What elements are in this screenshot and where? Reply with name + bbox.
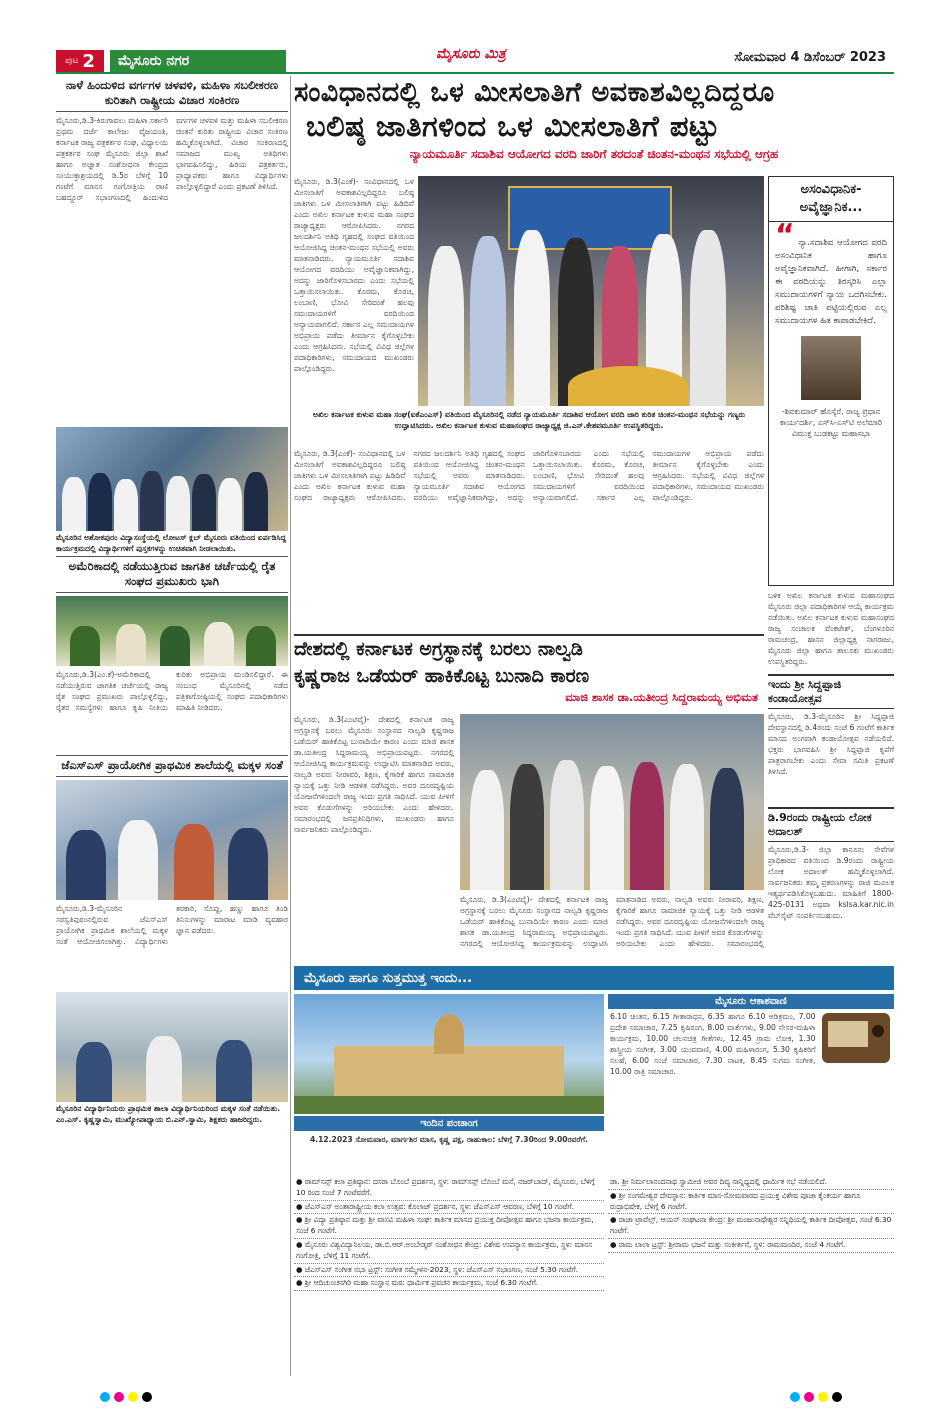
registration-mark — [128, 1392, 138, 1402]
second-photo — [460, 714, 764, 890]
registration-mark — [142, 1392, 152, 1402]
registration-mark — [114, 1392, 124, 1402]
story1-headline: ನಾಳೆ ಹಿಂದುಳಿದ ವರ್ಗಗಳ ಚಳವಳಿ, ಮಹಿಳಾ ಸಬಲೀಕರಣ ಕುರಿತಾಗಿ ರಾಷ್ಟ್ರೀಯ ವಿಚಾರ ಸಂಕಿರಣ — [56, 76, 288, 112]
page-number-badge — [56, 50, 104, 72]
list-item: ● ರಾಮ್‌ಸನ್ಸ್ ಕಲಾ ಪ್ರತಿಷ್ಠಾನ: ದಸರಾ ಬೊಂಬೆ ಪ್ರದರ್ಶನ, ಸ್ಥಳ: ರಾಮ್‌ಸನ್ಸ್ ಬೊಂಬೆ ಮನೆ, ನಜರ್‌ಬಾದ್, ಮೈಸೂರು, ಬೆಳಿಗ್ಗೆ 10 ರಿಂದ ಸಂಜೆ 7 ಗಂಟೆವರೆಗೆ. — [294, 1176, 604, 1201]
event-box2-body: ಮೈಸೂರು,ಡಿ.3- ಜಿಲ್ಲಾ ಕಾನೂನು ಸೇವೆಗಳ ಪ್ರಾಧಿಕಾರದ ವತಿಯಿಂದ ಡಿ.9ರಂದು ರಾಷ್ಟ್ರೀಯ ಲೋಕ ಅದಾಲತ್ ಹಮ್ಮಿಕೊಳ್ಳಲಾಗಿದೆ. ಸಾರ್ವಜನಿಕರು ತಮ್ಮ ಪ್ರಕರಣಗಳನ್ನು ರಾಜಿ ಮೂಲಕ ಇತ್ಯರ್ಥಪಡಿಸಿಕೊಳ್ಳಬಹುದು. ಮಾಹಿತಿಗೆ 1800-425-0131 ಅಥವಾ kslsa.kar.nic.in ವೆಬ್‌ಸೈಟ್ ಸಂಪರ್ಕಿಸಬಹುದು. — [768, 845, 894, 920]
event-box2-headline: ಡಿ.9ರಂದು ರಾಷ್ಟ್ರೀಯ ಲೋಕ ಅದಾಲತ್ — [768, 807, 894, 842]
panchanga-body: 4.12.2023 ಸೋಮವಾರ, ಮಾರ್ಗಶಿರ ಮಾಸ, ಕೃಷ್ಣ ಪಕ್ಷ, ರಾಹುಕಾಲ: ಬೆಳಿಗ್ಗೆ 7.30ರಿಂದ 9.00ರವರೆಗೆ. — [309, 1135, 589, 1144]
akashavani-header: ಮೈಸೂರು ಆಕಾಶವಾಣಿ — [608, 994, 894, 1009]
opinion-sidebox — [768, 176, 894, 586]
events-list — [294, 1176, 604, 1291]
event-box1-headline: ಇಂದು ಶ್ರೀ ಸಿದ್ದಪ್ಪಾಜಿ ಕಂಡಾಯೋತ್ಸವ — [768, 674, 894, 709]
sidebox-text: ನ್ಯಾ.ಸದಾಶಿವ ಆಯೋಗದ ವರದಿ ಅಸಂವಿಧಾನಿಕ ಹಾಗೂ ಅವೈಜ್ಞಾನಿಕವಾಗಿದೆ. ಹೀಗಾಗಿ, ಸರ್ಕಾರ ಈ ವರದಿಯನ್ನು ತಿರಸ್ಕರಿಸಿ ಎಲ್ಲಾ ಸಮುದಾಯಗಳಿಗೆ ನ್ಯಾಯ ಒದಗಿಸಬೇಕು. ಪರಿಶಿಷ್ಟ ಜಾತಿ ಪಟ್ಟಿಯಲ್ಲಿರುವ ಎಲ್ಲ ಸಮುದಾಯಗಳ ಹಿತ ಕಾಪಾಡಬೇಕಿದೆ. — [775, 238, 887, 326]
students-photo — [56, 427, 288, 531]
events-list-right — [608, 1176, 894, 1253]
palace-photo — [294, 994, 604, 1114]
lead-story — [294, 76, 894, 165]
column-divider — [290, 76, 291, 1376]
second-story — [294, 634, 764, 705]
sidebox-signature: -ಶಿವಕುಮಾರ್ ಹೊಸ್ಕೆರೆ, ರಾಜ್ಯ ಪ್ರಧಾನ ಕಾರ್ಯದರ್ಶಿ, ಎಸ್‌ಸಿ-ಎಸ್‌ಟಿ ಅಲೆಮಾರಿ ವಿಮುಕ್ತ ಬುಡಕಟ್ಟು ಮಹಾಸಭಾ — [779, 407, 883, 438]
today-section-header: ಮೈಸೂರು ಹಾಗೂ ಸುತ್ತಮುತ್ತ ಇಂದು... — [294, 966, 894, 990]
second-headline-line1: ದೇಶದಲ್ಲಿ ಕರ್ನಾಟಕ ಅಗ್ರಸ್ಥಾನಕ್ಕೆ ಬರಲು ನಾಲ್ವಡಿ — [294, 638, 583, 660]
second-subheadline: ಮಾಜಿ ಶಾಸಕ ಡಾ.ಯತೀಂದ್ರ ಸಿದ್ದರಾಮಯ್ಯ ಅಭಿಮತ — [565, 690, 758, 704]
registration-mark — [832, 1392, 842, 1402]
school-exhibition-photo — [56, 992, 288, 1102]
akashavani-box — [608, 994, 894, 1183]
speaker-portrait — [801, 336, 861, 400]
list-item: ● ಜೆಎಸ್‌ಎಸ್ ಸಂಗೀತ ಸಭಾ ಟ್ರಸ್ಟ್: ಸಂಗೀತ ಸಮ್ಮೇಳನ-2023, ಸ್ಥಳ: ಜೆಎಸ್‌ಎಸ್ ಸಭಾಂಗಣ, ಸಂಜೆ 5.30 ಗಂಟೆಗೆ. — [294, 1264, 604, 1278]
lead-headline-line1: ಸಂವಿಧಾನದಲ್ಲಿ ಒಳ ಮೀಸಲಾತಿಗೆ ಅವಕಾಶವಿಲ್ಲದಿದ್ದರೂ — [294, 77, 775, 108]
newspaper-logo: ಮೈಸೂರು ಮಿತ್ರ — [436, 46, 506, 62]
lead-body-part2: ಮೈಸೂರು, ಡಿ.3(ಎಂಕೆ)- ಸಂವಿಧಾನದಲ್ಲಿ ಒಳ ಮೀಸಲಾತಿಗೆ ಅವಕಾಶವಿಲ್ಲದಿದ್ದರೂ ಬಲಿಷ್ಠ ಜಾತಿಗಳು ಒಳ ಮೀಸಲಾತಿಗಾಗಿ ಪಟ್ಟು ಹಿಡಿದಿವೆ ಎಂದು ಅಖಿಲ ಕರ್ನಾಟಕ ಕುಳುವ ಮಹಾ ಸಂಘದ ರಾಜ್ಯಾಧ್ಯಕ್ಷರು ಆರೋಪಿಸಿದರು. ನಗರದ ಜಲದರ್ಶಿನಿ ಅತಿಥಿ ಗೃಹದಲ್ಲಿ ಸಂಘದ ವತಿಯಿಂದ ಆಯೋಜಿಸಿದ್ದ ಚಿಂತನ-ಮಂಥನ ಸಭೆಯಲ್ಲಿ ಅವರು ಮಾತನಾಡಿದರು. ನ್ಯಾಯಮೂರ್ತಿ ಸದಾಶಿವ ಆಯೋಗದ ವರದಿಯು ಅವೈಜ್ಞಾನಿಕವಾಗಿದ್ದು, ಅದನ್ನು ಜಾರಿಗೊಳಿಸಬಾರದು ಎಂದು ಸಭೆಯಲ್ಲಿ ಒತ್ತಾಯಿಸಲಾಯಿತು. ಕೊರಮ, ಕೊರಚ, ಲಂಬಾಣಿ, ಭೋವಿ ಸೇರಿದಂತೆ ಹಲವು ಸಮುದಾಯಗಳಿಗೆ ವರದಿಯಿಂದ ಅನ್ಯಾಯವಾಗಲಿದೆ. ಸರ್ಕಾರ ಎಲ್ಲ ಸಮುದಾಯಗಳ ಅಭಿಪ್ರಾಯ ಪಡೆದು ತೀರ್ಮಾನ ಕೈಗೊಳ್ಳಬೇಕು ಎಂದು ಆಗ್ರಹಿಸಿದರು. ಸಭೆಯಲ್ಲಿ ವಿವಿಧ ಜಿಲ್ಲೆಗಳ ಪದಾಧಿಕಾರಿಗಳು, ಸಮುದಾಯದ ಮುಖಂಡರು ಪಾಲ್ಗೊಂಡಿದ್ದರು. — [294, 449, 764, 502]
registration-mark — [100, 1392, 110, 1402]
list-item: ಡಾ. ಶ್ರೀ ನಿರ್ಮಲಾನಂದನಾಥ ಸ್ವಾಮೀಜಿ ಅವರ ದಿವ್ಯ ಸಾನ್ನಿಧ್ಯದಲ್ಲಿ ಧಾರ್ಮಿಕ ಸಭೆ ನಡೆಯಲಿದೆ. — [608, 1176, 894, 1190]
photo-caption: ಮೈಸೂರಿನ ಅಶೋಕಪುರಂ ವಿದ್ಯಾಸಂಸ್ಥೆಯಲ್ಲಿ ಲೋಟಸ್ ಕ್ಲಬ್ ಮೈಸೂರು ವತಿಯಿಂದ ಏರ್ಪಡಿಸಿದ್ದ ಕಾರ್ಯಕ್ರಮದಲ್ಲಿ ವಿದ್ಯಾರ್ಥಿಗಳಿಗೆ ಪುಸ್ತಕಗಳನ್ನು ಉಚಿತವಾಗಿ ನೀಡಲಾಯಿತು. — [56, 533, 287, 553]
list-item: ● ಶ್ರೀ ಸಂಗಮೇಶ್ವರ ದೇವಸ್ಥಾನ: ಕಾರ್ತಿಕ ಮಾಸ-ಸೋಮವಾರದ ಪ್ರಯುಕ್ತ ವಿಶೇಷ ಪೂಜಾ ಕೈಂಕರ್ಯ ಹಾಗೂ ರುದ್ರಾಭಿಷೇಕ, ಬೆಳಿಗ್ಗೆ 6 ಗಂಟೆಗೆ. — [608, 1190, 894, 1215]
list-item: ● ರಾಜಾ ಟ್ರಾವೆಲ್ಸ್, ಆಯನ್ ಸಂಘಟನಾ ಕೇಂದ್ರ: ಶ್ರೀ ಮಂಜುನಾಥೇಶ್ವರ ಸನ್ನಿಧಿಯಲ್ಲಿ ಕಾರ್ತಿಕ ದೀಪೋತ್ಸವ, ಸಂಜೆ 6.30 ಗಂಟೆಗೆ. — [608, 1214, 894, 1239]
registration-mark — [790, 1392, 800, 1402]
story-b-body: ಬಳಿಕ ಅಖಿಲ ಕರ್ನಾಟಕ ಕುಳುವ ಮಹಾಸಂಘದ ಮೈಸೂರು ಜಿಲ್ಲಾ ಪದಾಧಿಕಾರಿಗಳ ಆಯ್ಕೆ ಕಾರ್ಯಕ್ರಮ ನಡೆಯಿತು. ಅಖಿಲ ಕರ್ನಾಟಕ ಕುಳುವ ಮಹಾಸಂಘದ ರಾಜ್ಯ ಸಂಚಾಲಕ ವೆಂಕಟೇಶ್, ಬೆಂಗಳೂರಿನ ರಾಮಚಂದ್ರ, ಹಾಸನ ಜಿಲ್ಲಾಧ್ಯಕ್ಷ ನಾಗರಾಜು, ಮೈಸೂರು ಜಿಲ್ಲಾ ಹಾಗೂ ತಾಲೂಕು ಮುಖಂಡರು ಉಪಸ್ಥಿತರಿದ್ದರು. — [768, 591, 894, 666]
list-item: ● ಶ್ರೀ ಆದಿಚುಂಚನಗಿರಿ ಮಹಾ ಸಂಸ್ಥಾನ ಮಠ: ಧಾರ್ಮಿಕ ಪ್ರವಚನ ಕಾರ್ಯಕ್ರಮ, ಸಂಜೆ 6.30 ಗಂಟೆಗೆ. — [294, 1277, 604, 1291]
sidebox-body — [769, 218, 893, 332]
list-item: ● ಶ್ರೀ ವಿದ್ಯಾ ಪ್ರತಿಷ್ಠಾನ ಮತ್ತು ಶ್ರೀ ವಾಸವಿ ಮಹಿಳಾ ಸಂಘ: ಕಾರ್ತಿಕ ಮಾಸದ ಪ್ರಯುಕ್ತ ದೀಪೋತ್ಸವ ಹಾಗೂ ಭಜನಾ ಕಾರ್ಯಕ್ರಮ, ಸಂಜೆ 6 ಗಂಟೆಗೆ. — [294, 1214, 604, 1239]
quote-icon: “ — [775, 218, 795, 253]
event-box1-body: ಮೈಸೂರು, ಡಿ.3-ಮೈಸೂರಿನ ಶ್ರೀ ಸಿದ್ದಪ್ಪಾಜಿ ದೇವಸ್ಥಾನದಲ್ಲಿ ಡಿ.4ರಂದು ಸಂಜೆ 6 ಗಂಟೆಗೆ ಕಾರ್ತಿಕ ಮಾಸದ ಅಂಗವಾಗಿ ಕಂಡಾಯೋತ್ಸವ ನಡೆಯಲಿದೆ. ಭಕ್ತರು ಭಾಗವಹಿಸಿ ಶ್ರೀ ಸಿದ್ದಪ್ಪಾಜಿ ಕೃಪೆಗೆ ಪಾತ್ರರಾಗಬೇಕು ಎಂದು ಸೇವಾ ಸಮಿತಿ ಪ್ರಕಟಣೆ ತಿಳಿಸಿದೆ. — [768, 712, 894, 776]
page-label: ಪುಟ — [65, 56, 79, 66]
newspaper-page — [56, 44, 894, 1384]
sidebox-title: ಅಸಂವಿಧಾನಿಕ-ಅವೈಜ್ಞಾನಿಕ... — [769, 177, 893, 222]
left-column — [56, 76, 288, 1127]
list-item: ● ಜೆಎಸ್‌ಎಸ್ ಅಂತಾರಾಷ್ಟ್ರೀಯ ಕಲಾ ಉತ್ಸವ: ಕೊಲಾಜ್ ಪ್ರದರ್ಶನ, ಸ್ಥಳ: ಜೆಎಸ್‌ಎಸ್ ಆವರಣ, ಬೆಳಿಗ್ಗೆ 10 ಗಂಟೆಗೆ. — [294, 1201, 604, 1215]
akashavani-schedule: 6.10 ಚಿಂತನ, 6.15 ಗೀತಾರಾಧನ, 6.35 ಹಾಗೂ 6.10 ಆಡಿಕ್ರಮಂ, 7.00 ಪ್ರದೇಶ ಸಮಾಚಾರ, 7.25 ಕೃಷಿರಂಗ, 8.00 ವಾರ್ತೆಗಳು, 9.00 ನೇಸರ-ಮಹಿಳಾ ಕಾರ್ಯಕ್ರಮ, 10.00 ಚಲನಚಿತ್ರ ಗೀತೆಗಳು, 12.45 ಗ್ರಾಮ ಲೋಕ, 1.30 ಶಾಸ್ತ್ರೀಯ ಸಂಗೀತ, 3.00 ಯುವವಾಣಿ, 4.00 ಮಹಿಳಾರಂಗ, 5.30 ಕೃಷಿಕರಿಗೆ ಸಲಹೆ, 6.00 ಸಂಜೆ ಸಮಾಚಾರ, 7.30 ನಾಟಕ, 8.45 ಸುಗಮ ಸಂಗೀತ, 10.00 ರಾತ್ರಿ ಸಮಾಚಾರ. — [610, 1012, 816, 1076]
second-body-part1: ಮೈಸೂರು, ಡಿ.3(ಎಂಟಿವೈ)- ದೇಶದಲ್ಲಿ ಕರ್ನಾಟಕ ರಾಜ್ಯ ಅಗ್ರಸ್ಥಾನಕ್ಕೆ ಬರಲು ಮೈಸೂರು ಸಂಸ್ಥಾನದ ನಾಲ್ವಡಿ ಕೃಷ್ಣರಾಜ ಒಡೆಯರ್ ಹಾಕಿಕೊಟ್ಟ ಬುನಾದಿಯೇ ಕಾರಣ ಎಂದು ಮಾಜಿ ಶಾಸಕ ಡಾ.ಯತೀಂದ್ರ ಸಿದ್ದರಾಮಯ್ಯ ಅಭಿಪ್ರಾಯಪಟ್ಟರು. ನಗರದಲ್ಲಿ ಆಯೋಜಿಸಿದ್ದ ಕಾರ್ಯಕ್ರಮವನ್ನು ಉದ್ಘಾಟಿಸಿ ಮಾತನಾಡಿದ ಅವರು, ನಾಲ್ವಡಿ ಅವರು ನೀರಾವರಿ, ಶಿಕ್ಷಣ, ಕೈಗಾರಿಕೆ ಹಾಗೂ ಸಾಮಾಜಿಕ ನ್ಯಾಯಕ್ಕೆ ಒತ್ತು ನೀಡಿ ಆಡಳಿತ ನಡೆಸಿದ್ದರು. ಅವರ ದೂರದೃಷ್ಟಿಯ ಯೋಜನೆಗಳಿಂದಲೇ ರಾಜ್ಯ ಇಂದು ಪ್ರಗತಿ ಸಾಧಿಸಿದೆ. ಯುವ ಪೀಳಿಗೆ ಅವರ ಕೊಡುಗೆಗಳನ್ನು ಅರಿಯಬೇಕು ಎಂದು ಹೇಳಿದರು. ಸಮಾರಂಭದಲ್ಲಿ ಜನಪ್ರತಿನಿಧಿಗಳು, ಮುಖಂಡರು ಹಾಗೂ ಸಾರ್ವಜನಿಕರು ಪಾಲ್ಗೊಂಡಿದ್ದರು. — [294, 715, 454, 834]
page-number: 2 — [82, 50, 95, 72]
lead-headline-line2: ಬಲಿಷ್ಠ ಜಾತಿಗಳಿಂದ ಒಳ ಮೀಸಲಾತಿಗೆ ಪಟ್ಟು — [306, 109, 720, 143]
lead-photo-caption: ಅಖಿಲ ಕರ್ನಾಟಕ ಕುಳುವ ಮಹಾ ಸಂಘ(ಐಕೆಎಂಎಸ್) ವತಿಯಿಂದ ಮೈಸೂರಿನಲ್ಲಿ ನಡೆದ ನ್ಯಾಯಮೂರ್ತಿ ಸದಾಶಿವ ಆಯೋಗ ವರದಿ ಜಾರಿ ಕುರಿತ ಚಿಂತನ-ಮಂಥನ ಸಭೆಯನ್ನು ಗಣ್ಯರು ಉದ್ಘಾಟಿಸಿದರು. ಅಖಿಲ ಕರ್ನಾಟಕ ಕುಳುವ ಮಹಾಸಂಘದ ರಾಜ್ಯಾಧ್ಯಕ್ಷ ಜಿ.ಎನ್.ಕೇಶವಮೂರ್ತಿ ಉಪಸ್ಥಿತರಿದ್ದರು. — [313, 410, 745, 430]
lead-photo — [418, 176, 764, 406]
lead-subheadline: ನ್ಯಾಯಮೂರ್ತಿ ಸದಾಶಿವ ಆಯೋಗದ ವರದಿ ಜಾರಿಗೆ ತರದಂತೆ ಚಿಂತನ-ಮಂಥನ ಸಭೆಯಲ್ಲಿ ಆಗ್ರಹ — [409, 147, 779, 161]
right-column-boxes — [768, 674, 894, 994]
registration-mark — [818, 1392, 828, 1402]
section-title: ಮೈಸೂರು ನಗರ — [110, 50, 286, 72]
registration-mark — [804, 1392, 814, 1402]
second-body-part2: ಮೈಸೂರು, ಡಿ.3(ಎಂಟಿವೈ)- ದೇಶದಲ್ಲಿ ಕರ್ನಾಟಕ ರಾಜ್ಯ ಅಗ್ರಸ್ಥಾನಕ್ಕೆ ಬರಲು ಮೈಸೂರು ಸಂಸ್ಥಾನದ ನಾಲ್ವಡಿ ಕೃಷ್ಣರಾಜ ಒಡೆಯರ್ ಹಾಕಿಕೊಟ್ಟ ಬುನಾದಿಯೇ ಕಾರಣ ಎಂದು ಮಾಜಿ ಶಾಸಕ ಡಾ.ಯತೀಂದ್ರ ಸಿದ್ದರಾಮಯ್ಯ ಅಭಿಪ್ರಾಯಪಟ್ಟರು. ನಗರದಲ್ಲಿ ಆಯೋಜಿಸಿದ್ದ ಕಾರ್ಯಕ್ರಮವನ್ನು ಉದ್ಘಾಟಿಸಿ ಮಾತನಾಡಿದ ಅವರು, ನಾಲ್ವಡಿ ಅವರು ನೀರಾವರಿ, ಶಿಕ್ಷಣ, ಕೈಗಾರಿಕೆ ಹಾಗೂ ಸಾಮಾಜಿಕ ನ್ಯಾಯಕ್ಕೆ ಒತ್ತು ನೀಡಿ ಆಡಳಿತ ನಡೆಸಿದ್ದರು. ಅವರ ದೂರದೃಷ್ಟಿಯ ಯೋಜನೆಗಳಿಂದಲೇ ರಾಜ್ಯ ಇಂದು ಪ್ರಗತಿ ಸಾಧಿಸಿದೆ. ಯುವ ಪೀಳಿಗೆ ಅವರ ಕೊಡುಗೆಗಳನ್ನು ಅರಿಯಬೇಕು ಎಂದು ಹೇಳಿದರು. ಸಮಾರಂಭದಲ್ಲಿ — [460, 895, 764, 948]
masthead — [56, 44, 894, 74]
lead-body-part1: ಮೈಸೂರು, ಡಿ.3(ಎಂಕೆ)- ಸಂವಿಧಾನದಲ್ಲಿ ಒಳ ಮೀಸಲಾತಿಗೆ ಅವಕಾಶವಿಲ್ಲದಿದ್ದರೂ ಬಲಿಷ್ಠ ಜಾತಿಗಳು ಒಳ ಮೀಸಲಾತಿಗಾಗಿ ಪಟ್ಟು ಹಿಡಿದಿವೆ ಎಂದು ಅಖಿಲ ಕರ್ನಾಟಕ ಕುಳುವ ಮಹಾ ಸಂಘದ ರಾಜ್ಯಾಧ್ಯಕ್ಷರು ಆರೋಪಿಸಿದರು. ನಗರದ ಜಲದರ್ಶಿನಿ ಅತಿಥಿ ಗೃಹದಲ್ಲಿ ಸಂಘದ ವತಿಯಿಂದ ಆಯೋಜಿಸಿದ್ದ ಚಿಂತನ-ಮಂಥನ ಸಭೆಯಲ್ಲಿ ಅವರು ಮಾತನಾಡಿದರು. ನ್ಯಾಯಮೂರ್ತಿ ಸದಾಶಿವ ಆಯೋಗದ ವರದಿಯು ಅವೈಜ್ಞಾನಿಕವಾಗಿದ್ದು, ಅದನ್ನು ಜಾರಿಗೊಳಿಸಬಾರದು ಎಂದು ಸಭೆಯಲ್ಲಿ ಒತ್ತಾಯಿಸಲಾಯಿತು. ಕೊರಮ, ಕೊರಚ, ಲಂಬಾಣಿ, ಭೋವಿ ಸೇರಿದಂತೆ ಹಲವು ಸಮುದಾಯಗಳಿಗೆ ವರದಿಯಿಂದ ಅನ್ಯಾಯವಾಗಲಿದೆ. ಸರ್ಕಾರ ಎಲ್ಲ ಸಮುದಾಯಗಳ ಅಭಿಪ್ರಾಯ ಪಡೆದು ತೀರ್ಮಾನ ಕೈಗೊಳ್ಳಬೇಕು ಎಂದು ಆಗ್ರಹಿಸಿದರು. ಸಭೆಯಲ್ಲಿ ವಿವಿಧ ಜಿಲ್ಲೆಗಳ ಪದಾಧಿಕಾರಿಗಳು, ಸಮುದಾಯದ ಮುಖಂಡರು ಪಾಲ್ಗೊಂಡಿದ್ದರು. — [294, 177, 414, 373]
list-item: ● ಮೈಸೂರು ವಿಶ್ವವಿದ್ಯಾನಿಲಯ, ಡಾ.ಬಿ.ಆರ್.ಅಂಬೇಡ್ಕರ್ ಸಂಶೋಧನ ಕೇಂದ್ರ: ವಿಶೇಷ ಉಪನ್ಯಾಸ ಕಾರ್ಯಕ್ರಮ, ಸ್ಥಳ: ಮಾನಸ ಗಂಗೋತ್ರಿ, ಬೆಳಿಗ್ಗೆ 11 ಗಂಟೆಗೆ. — [294, 1239, 604, 1264]
story1-body: ಮೈಸೂರು,ಡಿ.3-ಕಿರುಗಾವಲು ಮಹಿಳಾ ಸರ್ಕಾರಿ ಪ್ರಥಮ ದರ್ಜೆ ಕಾಲೇಜು ವೈಜಯಂತಿ, ಕರ್ನಾಟಕ ರಾಜ್ಯ ಪತ್ರಕರ್ತರ ಸಂಘ, ವಿಧ್ಯಾಲಯ ಪತ್ರಕರ್ತರ ಸಂಘ ಮೈಸೂರು ಜಿಲ್ಲಾ ಶಾಖೆ ಹಾಗೂ ಅಜ್ಞಾತ ಸಂಶೋಧನಾ ಕೇಂದ್ರದ ಸಂಯುಕ್ತಾಶ್ರಯದಲ್ಲಿ ಡಿ.5ರ ಬೆಳಿಗ್ಗೆ 10 ಗಂಟೆಗೆ ಮಾನಸ ಗಂಗೋತ್ರಿಯ ರಾಣಿ ಬಹದ್ದೂರ್ ಸಭಾಂಗಣದಲ್ಲಿ ಹಿಂದುಳಿದ ವರ್ಗಗಳ ಚಳವಳಿ ಮತ್ತು ಮಹಿಳಾ ಸಬಲೀಕರಣ ಚಿಂತನೆ ಕುರಿತು ರಾಷ್ಟ್ರೀಯ ವಿಚಾರ ಸಂಕಿರಣ ಹಮ್ಮಿಕೊಳ್ಳಲಾಗಿದೆ. ವಿಚಾರ ಸಂಕಿರಣದಲ್ಲಿ ಸಮಾಜದ ಮುಖ್ಯ ಅತಿಥಿಗಳು ಭಾಗವಹಿಸಲಿದ್ದು, ಹಿರಿಯ ಪತ್ರಕರ್ತರು, ಪ್ರಾಧ್ಯಾಪಕರು ಹಾಗೂ ವಿದ್ಯಾರ್ಥಿಗಳು ಪಾಲ್ಗೊಳ್ಳಲಿದ್ದಾರೆ ಎಂದು ಪ್ರಕಟಣೆ ತಿಳಿಸಿದೆ. — [56, 116, 288, 202]
panchanga-header: ಇಂದಿನ ಪಂಚಾಂಗ — [294, 1116, 604, 1131]
childrens-market-photo — [56, 780, 288, 900]
issue-date: ಸೋಮವಾರ 4 ಡಿಸೆಂಬರ್ 2023 — [734, 50, 886, 65]
exhibition-caption: ಮೈಸೂರಿನ ವಿದ್ಯಾರ್ಥಿನಿಯರು ಪ್ರಾಥಮಿಕ ಶಾಲಾ ವಿದ್ಯಾರ್ಥಿನಿಯರಿಂದ ಮಕ್ಕಳ ಸಂತೆ ನಡೆಯಿತು. ಎಂ.ಎಸ್. ಕೃಷ್ಣಸ್ವಾಮಿ, ಮುಖ್ಯೋಪಾಧ್ಯಾಯ ಬಿ.ಎನ್.ಸ್ವಾಮಿ, ಶಿಕ್ಷಕರು ಹಾಜರಿದ್ದರು. — [56, 1104, 281, 1124]
farmers-photo — [56, 596, 288, 666]
story3-body: ಮೈಸೂರು,ಡಿ.3-ಮೈಸೂರಿನ ಸರಸ್ವತಿಪುರಂನಲ್ಲಿರುವ ಜೆಎಸ್‌ಎಸ್ ಪ್ರಾಯೋಗಿಕ ಪ್ರಾಥಮಿಕ ಶಾಲೆಯಲ್ಲಿ ಮಕ್ಕಳ ಸಂತೆ ಆಯೋಜಿಸಲಾಗಿತ್ತು. ವಿದ್ಯಾರ್ಥಿಗಳು ತರಕಾರಿ, ಸೊಪ್ಪು, ಹಣ್ಣು ಹಾಗೂ ತಿಂಡಿ ತಿನಿಸುಗಳನ್ನು ಮಾರಾಟ ಮಾಡಿ ವ್ಯವಹಾರ ಜ್ಞಾನ ಪಡೆದರು. — [56, 904, 288, 946]
list-item: ● ರಾಮ ಲಾಲಾ ಟ್ರಸ್ಟ್: ಶ್ರೀರಾಮ ಭಜನೆ ಮತ್ತು ಸಂಕೀರ್ತನೆ, ಸ್ಥಳ: ರಾಮಮಂದಿರ, ಸಂಜೆ 4 ಗಂಟೆಗೆ. — [608, 1239, 894, 1253]
second-headline-line2: ಕೃಷ್ಣರಾಜ ಒಡೆಯರ್ ಹಾಕಿಕೊಟ್ಟ ಬುನಾದಿ ಕಾರಣ — [294, 665, 590, 687]
story3-headline: ಜೆಎಸ್‌ಎಸ್ ಪ್ರಾಯೋಗಿಕ ಪ್ರಾಥಮಿಕ ಶಾಲೆಯಲ್ಲಿ ಮಕ್ಕಳ ಸಂತೆ — [56, 755, 288, 777]
story2-headline: ಅಮೆರಿಕಾದಲ್ಲಿ ನಡೆಯುತ್ತಿರುವ ಜಾಗತಿಕ ಚರ್ಚೆಯಲ್ಲಿ ರೈತ ಸಂಘದ ಪ್ರಮುಖರು ಭಾಗಿ — [56, 556, 288, 593]
story2-body: ಮೈಸೂರು,ಡಿ.3(ಎಂ.ಕೆ)-ಅಮೆರಿಕಾದಲ್ಲಿ ನಡೆಯುತ್ತಿರುವ ಜಾಗತಿಕ ಚರ್ಚೆಯಲ್ಲಿ ರಾಜ್ಯ ರೈತ ಸಂಘದ ಪ್ರಮುಖರು ಪಾಲ್ಗೊಳ್ಳಲಿದ್ದು, ರೈತರ ಸಮಸ್ಯೆಗಳು ಹಾಗೂ ಕೃಷಿ ನೀತಿಯ ಕುರಿತು ಅಭಿಪ್ರಾಯ ಮಂಡಿಸಲಿದ್ದಾರೆ. ಈ ಸಂಬಂಧ ಮೈಸೂರಿನಲ್ಲಿ ನಡೆದ ಪತ್ರಿಕಾಗೋಷ್ಠಿಯಲ್ಲಿ ಸಂಘದ ಪದಾಧಿಕಾರಿಗಳು ಮಾಹಿತಿ ನೀಡಿದರು. — [56, 670, 288, 712]
radio-icon — [822, 1013, 891, 1063]
